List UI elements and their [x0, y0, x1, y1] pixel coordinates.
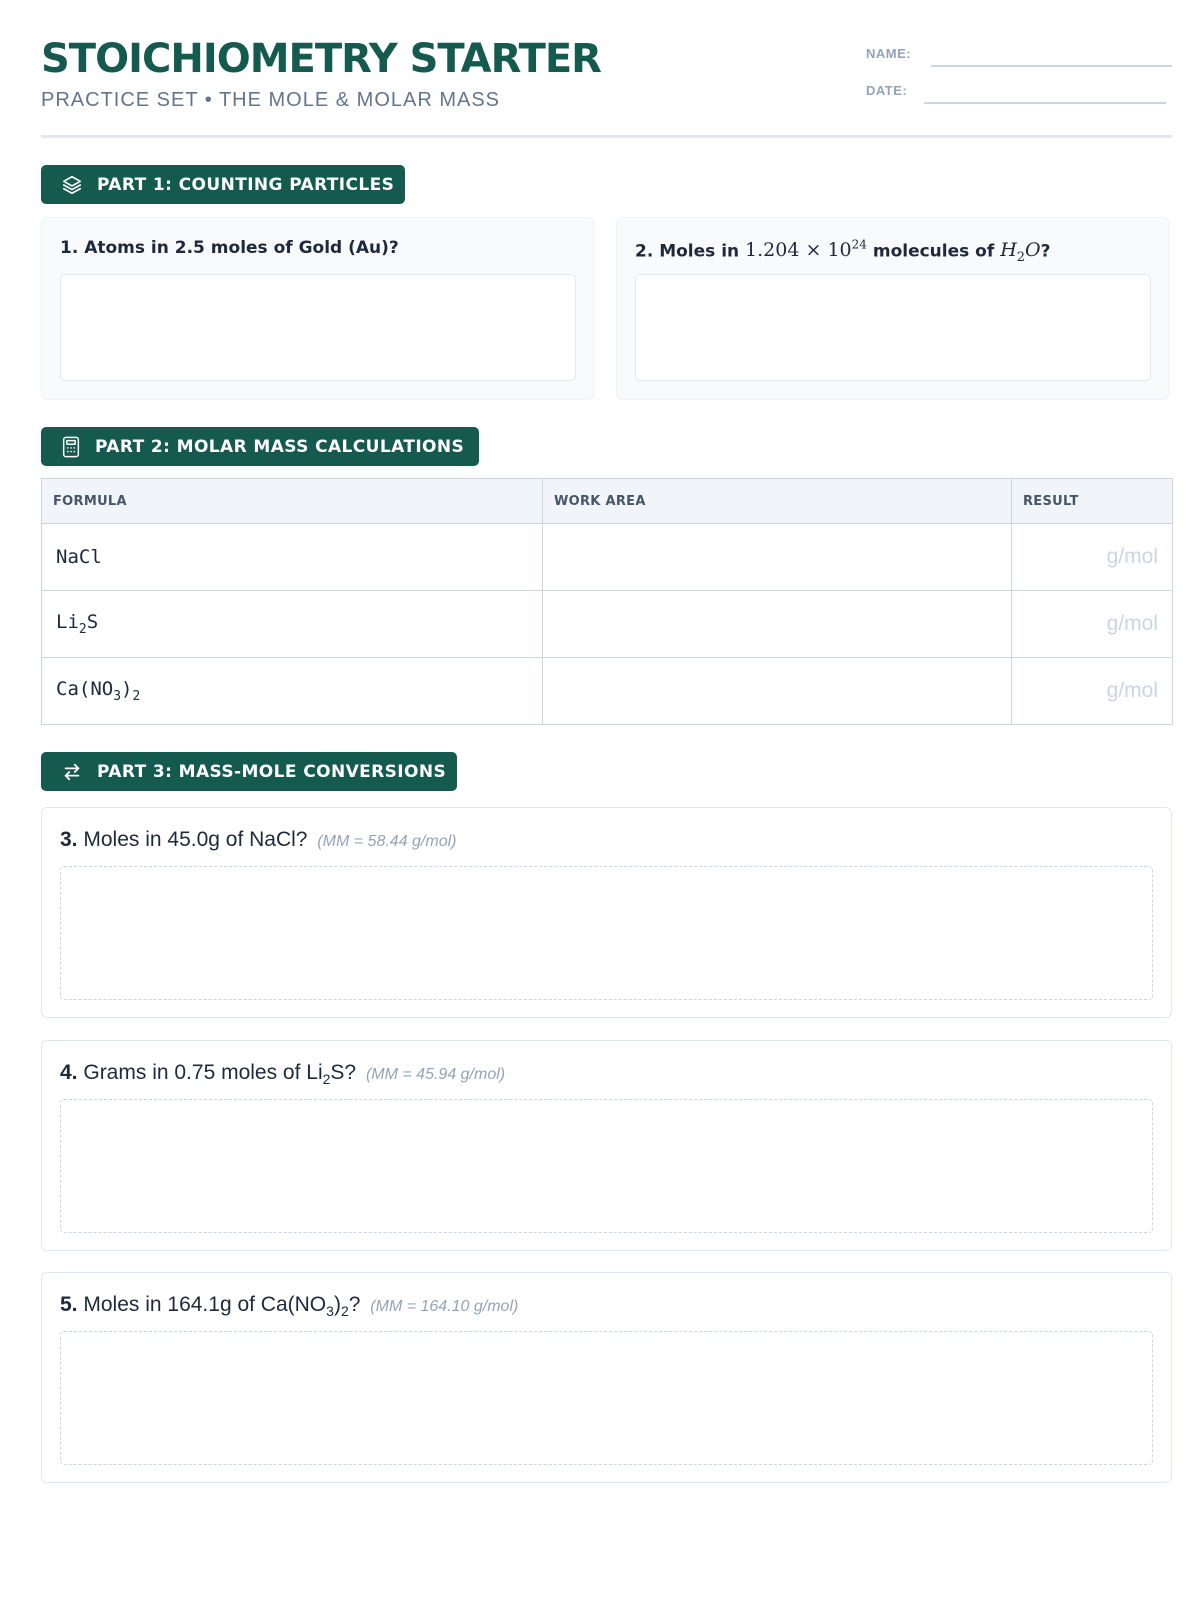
result-cell[interactable]: g/mol — [1012, 524, 1173, 591]
question-3-text — [60, 828, 456, 852]
question-2-species — [1000, 239, 1041, 266]
part2-header — [41, 427, 479, 466]
q2-coefficient: 1.204 — [745, 239, 800, 262]
q2-base: 10 — [827, 239, 852, 262]
prompt-part: Grams in 0.75 moles of Li — [83, 1061, 323, 1084]
formula-part: S — [86, 611, 99, 634]
part1-header — [41, 165, 405, 204]
work-cell[interactable] — [543, 658, 1012, 725]
question-card-2 — [616, 217, 1169, 400]
column-header-result: RESULT — [1012, 479, 1173, 524]
work-cell[interactable] — [543, 591, 1012, 658]
prompt-subscript: 2 — [322, 1071, 331, 1088]
name-label: NAME: — [866, 46, 912, 61]
swap-arrows-icon — [61, 760, 83, 784]
formula-cell — [42, 658, 543, 725]
q2-species-o: O — [1025, 239, 1041, 262]
table-row — [42, 524, 1173, 591]
q2-suffix: ? — [1040, 241, 1051, 262]
layers-icon — [61, 173, 83, 197]
question-prompt: Moles in 45.0g of NaCl? — [83, 828, 308, 851]
prompt-part: ) — [333, 1293, 341, 1316]
page-title: STOICHIOMETRY STARTER — [41, 36, 601, 82]
work-cell[interactable] — [543, 524, 1012, 591]
q2-exponent: 24 — [851, 238, 867, 252]
result-cell[interactable]: g/mol — [1012, 658, 1173, 725]
part3-header — [41, 752, 457, 791]
worksheet-page — [41, 0, 1172, 1320]
answer-box-2[interactable] — [635, 274, 1151, 381]
table-header-row — [42, 479, 1173, 524]
formula-part: Ca(NO — [56, 678, 114, 701]
question-number: 5. — [60, 1293, 78, 1316]
formula-cell: NaCl — [42, 524, 543, 591]
question-block-5 — [41, 1272, 1172, 1483]
part1-title: PART 1: COUNTING PARTICLES — [97, 174, 395, 195]
q2-times: × — [805, 239, 822, 262]
table-row — [42, 658, 1173, 725]
question-card-1 — [41, 217, 594, 400]
formula-part: ) — [121, 678, 133, 701]
date-line[interactable] — [924, 102, 1166, 104]
molar-mass-hint: (MM = 45.94 g/mol) — [365, 1066, 506, 1083]
worksheet-header — [41, 0, 1172, 138]
calculator-icon — [61, 435, 81, 459]
question-block-4 — [41, 1040, 1172, 1251]
question-2-prefix: 2. Moles in — [635, 241, 740, 262]
question-4-text — [60, 1061, 505, 1087]
date-field[interactable] — [866, 83, 1172, 103]
molar-mass-hint: (MM = 58.44 g/mol) — [317, 833, 457, 850]
question-2-text — [635, 238, 1051, 265]
molar-mass-hint: (MM = 164.10 g/mol) — [370, 1298, 519, 1315]
formula-subscript: 2 — [132, 688, 141, 704]
name-field[interactable] — [866, 46, 1172, 66]
question-number: 3. — [60, 828, 78, 851]
question-5-text — [60, 1293, 518, 1319]
question-1-text: 1. Atoms in 2.5 moles of Gold (Au)? — [60, 238, 399, 258]
molar-mass-table — [41, 478, 1173, 725]
q2-species-h: H — [1000, 239, 1017, 262]
question-2-quantity — [745, 239, 867, 261]
question-number: 4. — [60, 1061, 78, 1084]
column-header-formula: FORMULA — [42, 479, 543, 524]
prompt-part: S? — [330, 1061, 357, 1084]
column-header-work: WORK AREA — [543, 479, 1012, 524]
question-block-3 — [41, 807, 1172, 1018]
prompt-part: Moles in 164.1g of Ca(NO — [83, 1293, 327, 1316]
work-area-3[interactable] — [60, 866, 1153, 1000]
prompt-subscript: 3 — [326, 1303, 334, 1320]
table-row — [42, 591, 1173, 658]
q2-species-sub: 2 — [1016, 250, 1026, 266]
question-prompt — [83, 1061, 357, 1088]
formula-part: Li — [56, 611, 79, 634]
date-label: DATE: — [866, 83, 908, 98]
formula-subscript: 3 — [113, 688, 122, 704]
prompt-part: ? — [348, 1293, 361, 1316]
question-prompt — [83, 1293, 361, 1320]
formula-subscript: 2 — [78, 621, 87, 637]
prompt-subscript: 2 — [340, 1303, 349, 1320]
question-2-middle: molecules of — [872, 241, 995, 262]
name-line[interactable] — [931, 65, 1172, 67]
part3-title: PART 3: MASS-MOLE CONVERSIONS — [97, 761, 447, 782]
formula-cell — [42, 591, 543, 658]
part2-title: PART 2: MOLAR MASS CALCULATIONS — [95, 436, 465, 457]
page-subtitle: PRACTICE SET • THE MOLE & MOLAR MASS — [41, 89, 501, 111]
result-cell[interactable]: g/mol — [1012, 591, 1173, 658]
work-area-5[interactable] — [60, 1331, 1153, 1465]
work-area-4[interactable] — [60, 1099, 1153, 1233]
answer-box-1[interactable] — [60, 274, 576, 381]
